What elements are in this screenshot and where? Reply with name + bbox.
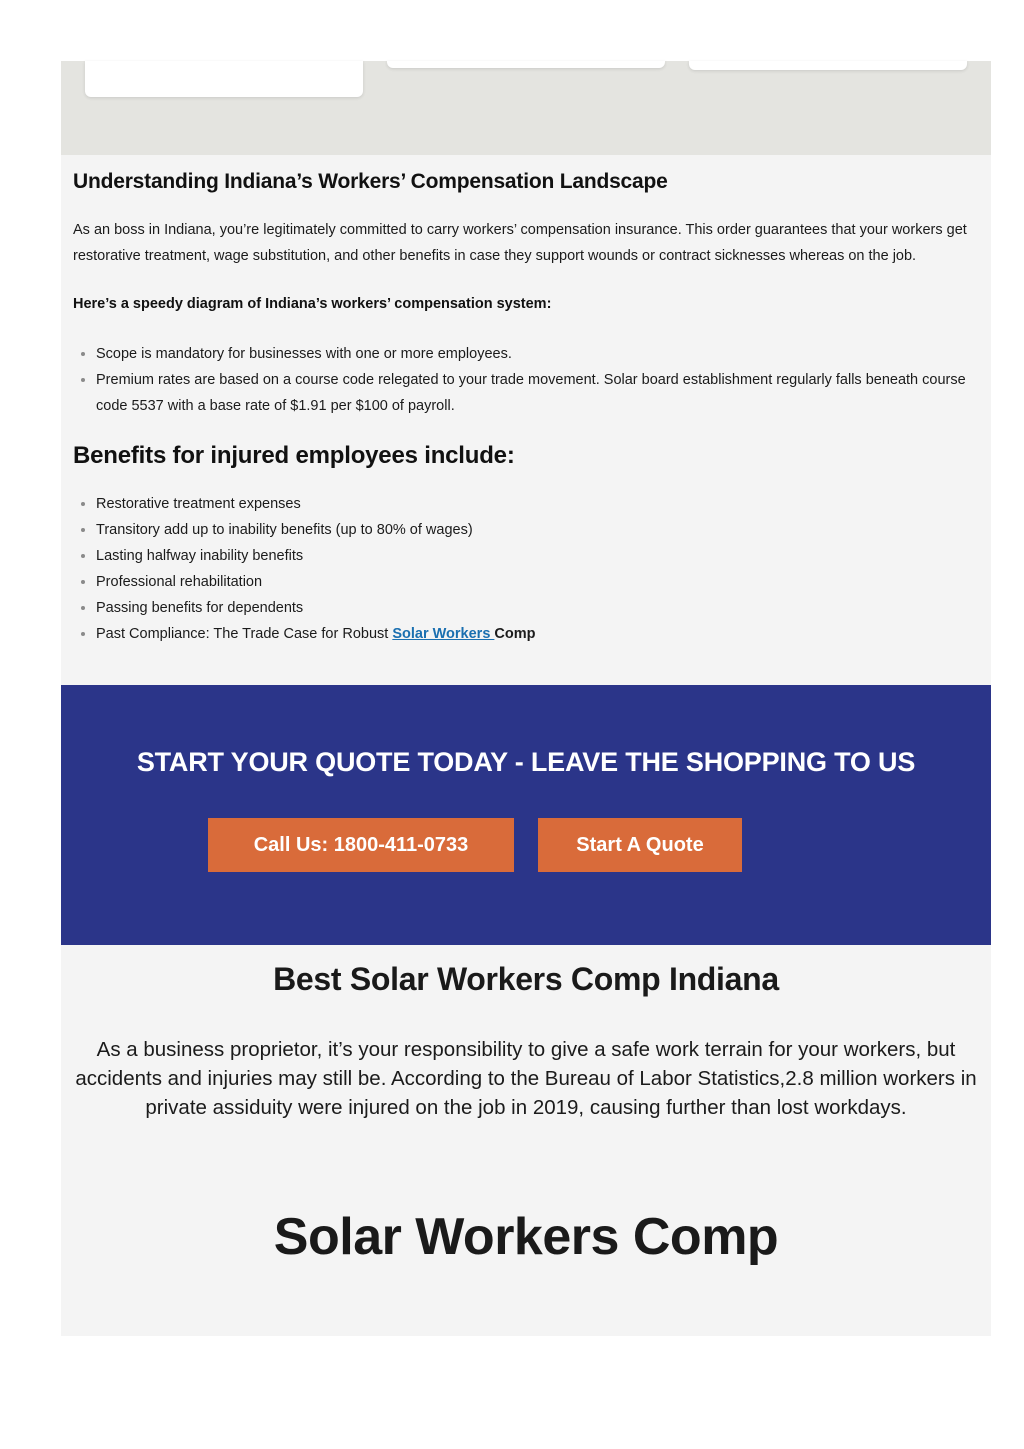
section-heading: Best Solar Workers Comp Indiana <box>273 961 779 997</box>
list-item <box>96 621 979 647</box>
big-title: Solar Workers Comp <box>273 1208 779 1266</box>
start-quote-button[interactable]: Start A Quote <box>538 818 742 872</box>
benefits-heading: Benefits for injured employees include: <box>73 442 515 469</box>
section-paragraph: As a business proprietor, it’s your responsibility to give a safe work terrain for your workers, but accidents and injuries may still be. According to the Bureau of Labor Statistics,2.8 million workers in private assiduity were injured on the job in 2019, causing further than lost workdays. <box>75 1038 977 1119</box>
article-section <box>61 155 991 685</box>
list-item: • Scope is mandatory for businesses with one or more employees. <box>96 341 979 367</box>
quote-cta-band <box>61 685 991 945</box>
solar-workers-link[interactable]: Solar Workers <box>392 626 495 642</box>
list-item: • Restorative treatment expenses <box>96 491 979 517</box>
content-card[interactable] <box>387 61 665 68</box>
list-item-text: Past Compliance: The Trade Case for Robust <box>96 626 393 642</box>
list-item-text: Comp <box>494 626 536 642</box>
overview-list <box>73 341 979 419</box>
bottom-section <box>61 945 991 1336</box>
list-item: • Professional rehabilitation <box>96 569 979 595</box>
content-card[interactable] <box>85 61 363 97</box>
list-item: • Lasting halfway inability benefits <box>96 543 979 569</box>
list-item: • Transitory add up to inability benefits (up to 80% of wages) <box>96 517 979 543</box>
overview-lead: Here’s a speedy diagram of Indiana’s workers’ compensation system: <box>73 296 552 312</box>
page <box>61 61 991 1336</box>
list-item: • Premium rates are based on a course code relegated to your trade movement. Solar board establishment regularly falls beneath course code 5537 with a base rate of $1.91 per $100 of payroll. <box>96 367 979 419</box>
card-strip <box>61 61 991 155</box>
list-item: • Passing benefits for dependents <box>96 595 979 621</box>
call-us-button[interactable]: Call Us: 1800-411-0733 <box>208 818 514 872</box>
article-title: Understanding Indiana’s Workers’ Compensation Landscape <box>73 170 668 193</box>
benefits-list <box>73 491 979 647</box>
article-intro: As an boss in Indiana, you’re legitimately committed to carry workers’ compensation insurance. This order guarantees that your workers get restorative treatment, wage substitution, and other benefits in case they support wounds or contract sicknesses whereas on the job. <box>73 222 967 264</box>
cta-heading: START YOUR QUOTE TODAY - LEAVE THE SHOPPING TO US <box>136 747 916 777</box>
content-card[interactable] <box>689 61 967 70</box>
